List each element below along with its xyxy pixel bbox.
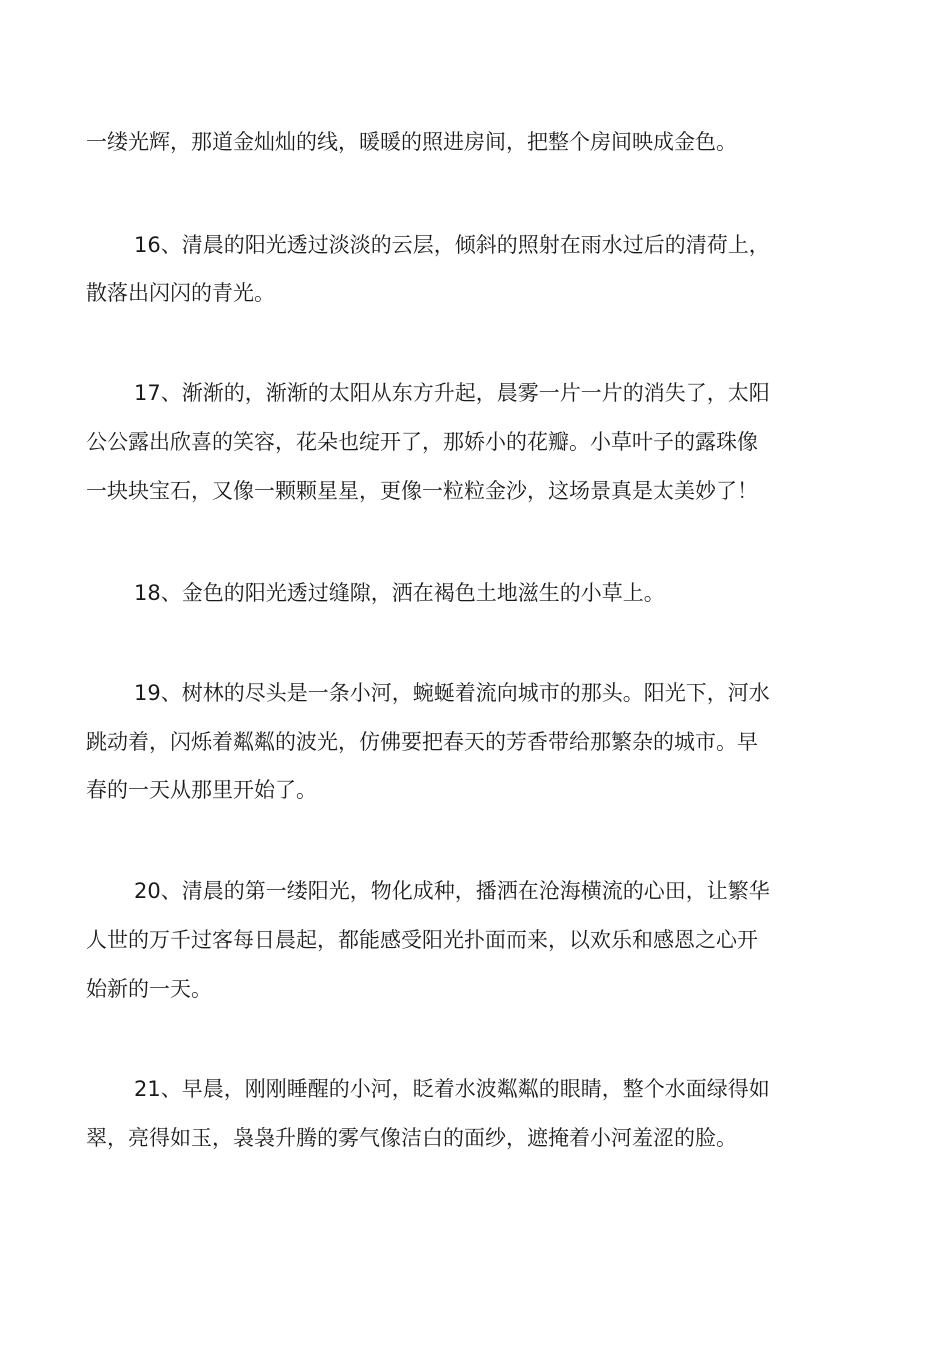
paragraph-17-line-1: 17、渐渐的，渐渐的太阳从东方升起，晨雾一片一片的消失了，太阳: [134, 381, 770, 405]
paragraph-18-line-1: 18、金色的阳光透过缝隙，洒在褐色土地滋生的小草上。: [134, 581, 665, 605]
paragraph-20-line-1: 20、清晨的第一缕阳光，物化成种，播洒在沧海横流的心田，让繁华: [134, 879, 770, 903]
paragraph-16-line-2: 散落出闪闪的青光。: [86, 281, 275, 305]
paragraph-17-line-2: 公公露出欣喜的笑容，花朵也绽开了，那娇小的花瓣。小草叶子的露珠像: [86, 430, 758, 454]
continuation-line: 一缕光辉，那道金灿灿的线，暖暖的照进房间，把整个房间映成金色。: [86, 130, 737, 154]
paragraph-17-line-3: 一块块宝石，又像一颗颗星星，更像一粒粒金沙，这场景真是太美妙了！: [86, 479, 758, 503]
paragraph-19-line-2: 跳动着，闪烁着粼粼的波光，仿佛要把春天的芳香带给那繁杂的城市。早: [86, 730, 758, 754]
paragraph-19-line-3: 春的一天从那里开始了。: [86, 778, 317, 802]
paragraph-20-line-3: 始新的一天。: [86, 977, 212, 1001]
paragraph-21-line-1: 21、早晨，刚刚睡醒的小河，眨着水波粼粼的眼睛，整个水面绿得如: [134, 1077, 770, 1101]
paragraph-16-line-1: 16、清晨的阳光透过淡淡的云层，倾斜的照射在雨水过后的清荷上，: [134, 233, 770, 257]
paragraph-19-line-1: 19、树林的尽头是一条小河，蜿蜒着流向城市的那头。阳光下，河水: [134, 681, 770, 705]
paragraph-21-line-2: 翠，亮得如玉，袅袅升腾的雾气像洁白的面纱，遮掩着小河羞涩的脸。: [86, 1126, 737, 1150]
paragraph-20-line-2: 人世的万千过客每日晨起，都能感受阳光扑面而来，以欢乐和感恩之心开: [86, 928, 758, 952]
